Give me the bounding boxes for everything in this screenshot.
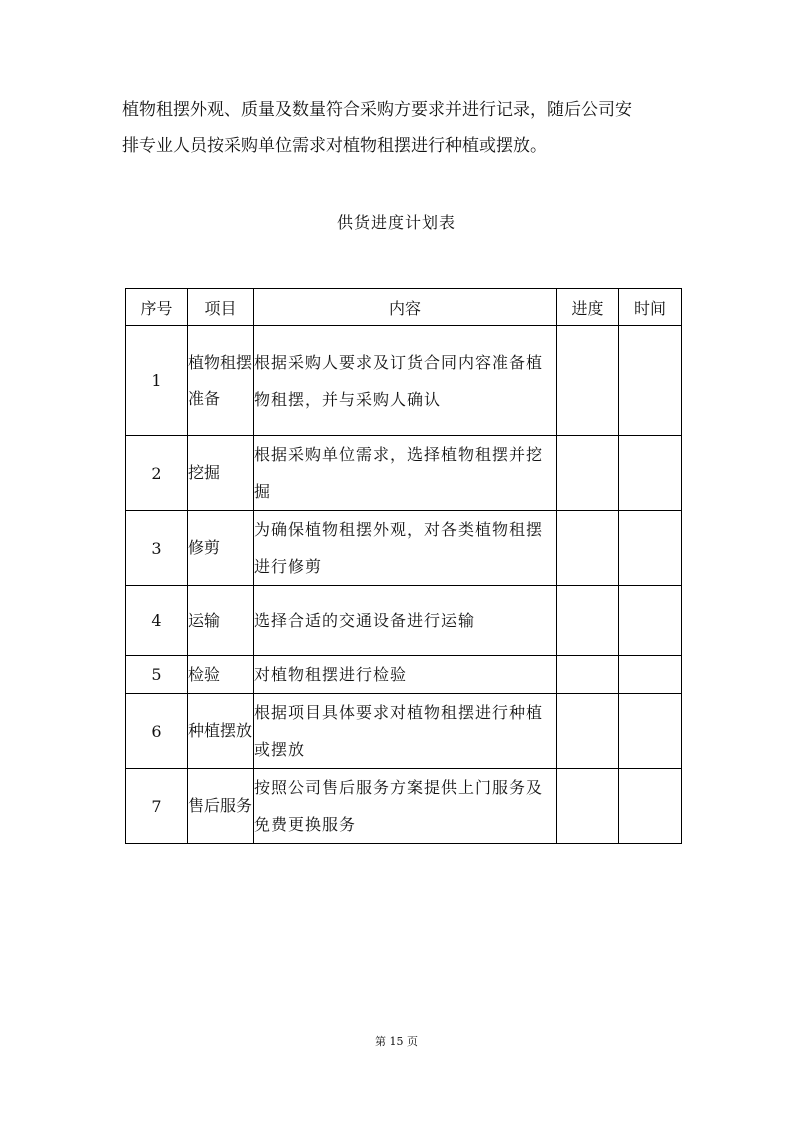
row-item: 修剪: [188, 511, 254, 586]
row-time: [619, 326, 682, 436]
row-item: 运输: [188, 586, 254, 656]
table-row: [126, 326, 682, 436]
row-content: 对植物租摆进行检验: [254, 656, 557, 694]
table-row: [126, 511, 682, 586]
row-progress: [557, 586, 619, 656]
row-content: 根据采购人要求及订货合同内容准备植物租摆，并与采购人确认: [254, 326, 557, 436]
row-no: 3: [126, 511, 188, 586]
row-progress: [557, 326, 619, 436]
row-item: 植物租摆准备: [188, 326, 254, 436]
row-content: 按照公司售后服务方案提供上门服务及免费更换服务: [254, 769, 557, 844]
row-progress: [557, 694, 619, 769]
row-item: 检验: [188, 656, 254, 694]
row-content: 根据项目具体要求对植物租摆进行种植或摆放: [254, 694, 557, 769]
row-time: [619, 656, 682, 694]
row-no: 2: [126, 436, 188, 511]
row-no: 5: [126, 656, 188, 694]
row-item: 种植摆放: [188, 694, 254, 769]
table-row: [126, 656, 682, 694]
row-time: [619, 436, 682, 511]
header-time: 时间: [619, 289, 682, 326]
row-progress: [557, 656, 619, 694]
supply-schedule-table: [125, 288, 682, 844]
row-time: [619, 511, 682, 586]
row-time: [619, 694, 682, 769]
row-progress: [557, 436, 619, 511]
header-progress: 进度: [557, 289, 619, 326]
row-no: 4: [126, 586, 188, 656]
row-progress: [557, 769, 619, 844]
page-number: 第 15 页: [375, 1035, 418, 1048]
table-row: [126, 769, 682, 844]
row-content: 选择合适的交通设备进行运输: [254, 586, 557, 656]
row-no: 6: [126, 694, 188, 769]
row-time: [619, 769, 682, 844]
row-no: 1: [126, 326, 188, 436]
row-item: 挖掘: [188, 436, 254, 511]
intro-line-1: 植物租摆外观、质量及数量符合采购方要求并进行记录，随后公司安: [122, 100, 632, 120]
row-time: [619, 586, 682, 656]
table-header-row: [126, 289, 682, 326]
row-content: 根据采购单位需求，选择植物租摆并挖掘: [254, 436, 557, 511]
intro-paragraph: [122, 92, 682, 164]
row-content: 为确保植物租摆外观，对各类植物租摆进行修剪: [254, 511, 557, 586]
table-row: [126, 694, 682, 769]
header-item: 项目: [188, 289, 254, 326]
table-row: [126, 436, 682, 511]
row-progress: [557, 511, 619, 586]
row-item: 售后服务: [188, 769, 254, 844]
header-no: 序号: [126, 289, 188, 326]
header-content: 内容: [254, 289, 557, 326]
table-title: 供货进度计划表: [336, 213, 456, 232]
row-no: 7: [126, 769, 188, 844]
intro-line-2: 排专业人员按采购单位需求对植物租摆进行种植或摆放。: [122, 136, 547, 156]
table-row: [126, 586, 682, 656]
